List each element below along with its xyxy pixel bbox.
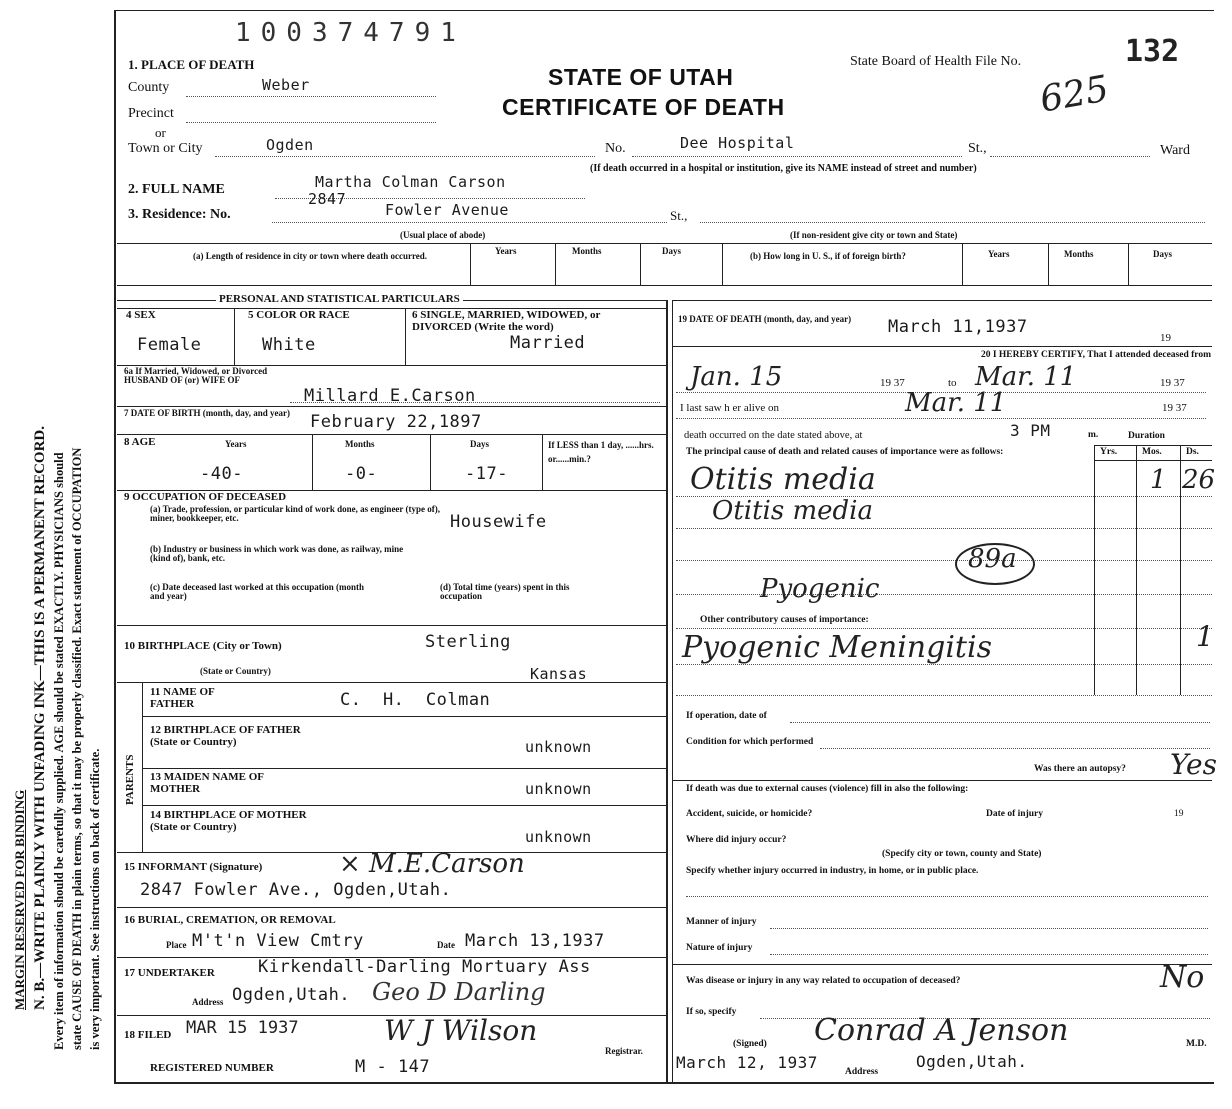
filed-date: MAR 15 1937 [186,1018,299,1038]
margin-binding-note: MARGIN RESERVED FOR BINDING [12,789,27,1010]
injury-date-label: Date of injury [986,809,1043,819]
specify-city-label: (Specify city or town, county and State) [882,849,1042,859]
cause-label: The principal cause of death and related causes of importance were as follows: [686,447,1004,457]
nonresident-note: (If non-resident give city or town and State) [790,230,958,240]
occupation-related-label: Was disease or injury in any way related to occupation of deceased? [686,976,961,986]
duration-mos-label: Mos. [1142,447,1162,457]
duration-yrs-label: Yrs. [1100,447,1118,457]
informant-signature [335,846,665,882]
signed-address-label: Address [845,1067,879,1077]
external-causes-label: If death was due to external causes (violence) fill in also the following: [686,784,969,794]
mother-value: unknown [525,780,592,798]
full-name-label: 2. FULL NAME [128,182,225,197]
precinct-label: Precinct [128,106,174,121]
certificate-title: CERTIFICATE OF DEATH [502,94,785,120]
or-label: or [155,125,166,140]
time-m-label: m. [1088,430,1099,440]
less-than-label: If LESS than 1 day, ......hrs. or......min.? [548,440,654,465]
mother-birthplace-label: 14 BIRTHPLACE OF MOTHER (State or Country) [150,809,307,833]
condition-label: Condition for which performed [686,737,814,747]
county-label: County [128,80,170,95]
father-birthplace-label: 12 BIRTHPLACE OF FATHER (State or Country) [150,724,301,748]
manner-injury-label: Manner of injury [686,917,757,927]
sex-label: 4 SEX [126,309,156,321]
duration-ds-label: Ds. [1186,447,1199,457]
hospital-note: (If death occurred in a hospital or institution, give its NAME instead of street and number) [590,163,977,174]
residence-label: 3. Residence: No. [128,207,231,222]
date-of-death-label: 19 DATE OF DEATH (month, day, and year) [678,314,852,324]
svg-text:Geo D Darling: Geo D Darling [372,978,546,1006]
state-title: STATE OF UTAH [548,64,734,90]
res-months-label: Months [572,246,602,256]
occupation-value: Housewife [450,512,547,532]
margin-note-3: state CAUSE OF DEATH in plain terms, so that it may be properly classified. Exact statement of OCCUPATION [70,447,84,1050]
margin-note-1: N. B.—WRITE PLAINLY WITH UNFADING INK—THIS IS A PERMANENT RECORD. [32,426,48,1010]
svg-text:× M.E.Carson: × M.E.Carson [339,849,525,879]
undertaker-label: 17 UNDERTAKER [124,967,215,979]
burial-place-label: Place [166,940,187,950]
birthplace-state-label: (State or Country) [200,666,271,676]
full-name-value: Martha Colman Carson [315,173,506,191]
town-value: Ogden [266,136,314,154]
occupation-c-label: (c) Date deceased last worked at this occupation (month and year) [150,582,364,602]
age-label: 8 AGE [124,436,156,448]
marital-value: Married [510,333,586,353]
specify-industry-label: Specify whether injury occurred in industry, in home, or in public place. [686,866,979,876]
age-years-value: -40- [200,464,243,484]
cause-2: Otitis media [712,496,873,526]
file-number: 132 [1125,34,1180,69]
injury-year: 19 [1174,809,1184,819]
st-label: St., [968,141,987,156]
accident-label: Accident, suicide, or homicide? [686,809,813,819]
certify-label: 20 I HEREBY CERTIFY, That I attended deceased from [980,350,1211,360]
town-label: Town or City [128,141,203,156]
svg-text:W J Wilson: W J Wilson [384,1014,538,1047]
occupation-d-label: (d) Total time (years) spent in this occupation [440,582,570,602]
margin-note-4: is very important. See instructions on back of certificate. [88,748,102,1050]
occupation-label: 9 OCCUPATION OF DECEASED [124,491,287,503]
dob-value: February 22,1897 [310,412,482,432]
place-of-death-label: 1. PLACE OF DEATH [128,57,255,72]
cause-1-days: 26 [1182,465,1216,495]
where-injury-label: Where did injury occur? [686,835,787,845]
registrar-signature [380,1010,620,1050]
birthplace-city: Sterling [425,632,511,652]
cause-1: Otitis media [690,462,876,497]
file-number-label: State Board of Health File No. [850,54,1022,69]
attended-from-year: 19 37 [880,377,905,389]
age-months-value: -0- [345,464,378,484]
foreign-birth-label: (b) How long in U. S., if of foreign birth? [750,251,906,261]
birthplace-state: Kansas [530,665,588,683]
foreign-days-label: Days [1153,249,1173,259]
md-label: M.D. [1186,1039,1207,1049]
date-of-death-suffix: 19 [1160,332,1171,344]
nature-injury-label: Nature of injury [686,943,753,953]
informant-label: 15 INFORMANT (Signature) [124,861,263,873]
last-saw-label: I last saw h er alive on [680,402,779,414]
physician-signature [810,1008,1190,1052]
margin-note-2: Every item of information should be carefully supplied. AGE should be stated EXACTLY. PHYSICIANS should [52,452,66,1050]
hospital-value: Dee Hospital [680,134,795,152]
father-label: 11 NAME OF FATHER [150,686,215,710]
color-label: 5 COLOR OR RACE [248,309,350,321]
residence-st-label: St., [670,208,688,223]
foreign-months-label: Months [1064,249,1094,259]
cause-1-months: 1 [1150,465,1167,495]
autopsy-value: Yes [1170,748,1217,781]
parents-side-label: PARENTS [124,754,136,805]
handwritten-file-number: 625 [1036,68,1112,121]
burial-label: 16 BURIAL, CREMATION, OR REMOVAL [124,914,336,926]
undertaker-address: Ogden,Utah. [232,985,351,1005]
attended-from-date: Jan. 15 [690,362,783,392]
informant-address: 2847 Fowler Ave., Ogden,Utah. [140,880,452,900]
foreign-years-label: Years [988,249,1010,259]
filed-label: 18 FILED [124,1029,172,1041]
marital-label: 6 SINGLE, MARRIED, WIDOWED, or DIVORCED (Write the word) [412,309,601,333]
occupation-b-label: (b) Industry or business in which work was done, as railway, mine (kind of), bank, etc. [150,544,404,564]
last-saw-date: Mar. 11 [905,388,1007,418]
res-years-label: Years [495,246,517,256]
operation-label: If operation, date of [686,711,767,721]
length-residence-label: (a) Length of residence in city or town where death occurred. [192,251,428,261]
burial-place-value: M't'n View Cmtry [192,931,364,951]
sex-value: Female [137,335,202,355]
residence-street: Fowler Avenue [385,201,509,219]
birthplace-label: 10 BIRTHPLACE (City or Town) [124,640,282,652]
burial-date-label: Date [437,940,455,950]
signed-date: March 12, 1937 [676,1053,818,1072]
age-years-label: Years [225,439,247,449]
date-of-death-value: March 11,1937 [888,317,1028,337]
ward-label: Ward [1160,143,1190,158]
spouse-label: 6a If Married, Widowed, or Divorced HUSBAND OF (or) WIFE OF [124,366,268,386]
mother-label: 13 MAIDEN NAME OF MOTHER [150,771,264,795]
dob-label: 7 DATE OF BIRTH (month, day, and year) [124,408,290,418]
age-days-label: Days [470,439,490,449]
burial-date-value: March 13,1937 [465,931,605,951]
attended-to-date: Mar. 11 [975,362,1077,392]
spouse-value: Millard E.Carson [304,386,476,406]
county-value: Weber [262,76,310,94]
registrar-label: Registrar. [605,1046,643,1056]
last-saw-year: 19 37 [1162,402,1187,414]
no-label: No. [605,141,626,156]
mother-birthplace-value: unknown [525,828,592,846]
undertaker-address-label: Address [192,997,224,1007]
time-of-death-label: death occurred on the date stated above, at [684,430,863,441]
contributory-cause: Pyogenic Meningitis [682,630,992,665]
autopsy-label: Was there an autopsy? [1034,764,1126,774]
father-birthplace-value: unknown [525,738,592,756]
signed-address: Ogden,Utah. [916,1052,1028,1071]
duration-label: Duration [1128,431,1165,441]
time-of-death-value: 3 PM [1010,421,1051,440]
signed-label: (Signed) [733,1039,767,1049]
svg-text:Conrad A Jenson: Conrad A Jenson [814,1013,1069,1048]
occupation-related-value: No [1160,960,1205,995]
cause-code: 89a [968,544,1017,574]
if-so-label: If so, specify [686,1007,737,1017]
residence-number: 2847 [308,190,347,208]
color-value: White [262,335,316,355]
attended-to-label: to [948,377,957,389]
registered-number-label: REGISTERED NUMBER [150,1062,274,1074]
occupation-a-label: (a) Trade, profession, or particular kind of work done, as engineer (type of), miner, bookkeeper, etc. [150,504,440,524]
attended-to-year: 19 37 [1160,377,1185,389]
age-days-value: -17- [465,464,508,484]
contributory-label: Other contributory causes of importance: [700,615,869,625]
age-months-label: Months [345,439,375,449]
undertaker-name: Kirkendall-Darling Mortuary Ass [258,957,591,977]
contributory-months: 1 [1196,620,1214,653]
cause-3: Pyogenic [760,574,880,604]
personal-heading: PERSONAL AND STATISTICAL PARTICULARS [216,294,463,306]
res-days-label: Days [662,246,682,256]
abode-note: (Usual place of abode) [400,230,486,240]
registered-number: M - 147 [355,1057,431,1077]
certificate-number: 100374791 [235,18,466,48]
undertaker-signature [368,974,588,1010]
father-value: C. H. Colman [340,690,491,710]
